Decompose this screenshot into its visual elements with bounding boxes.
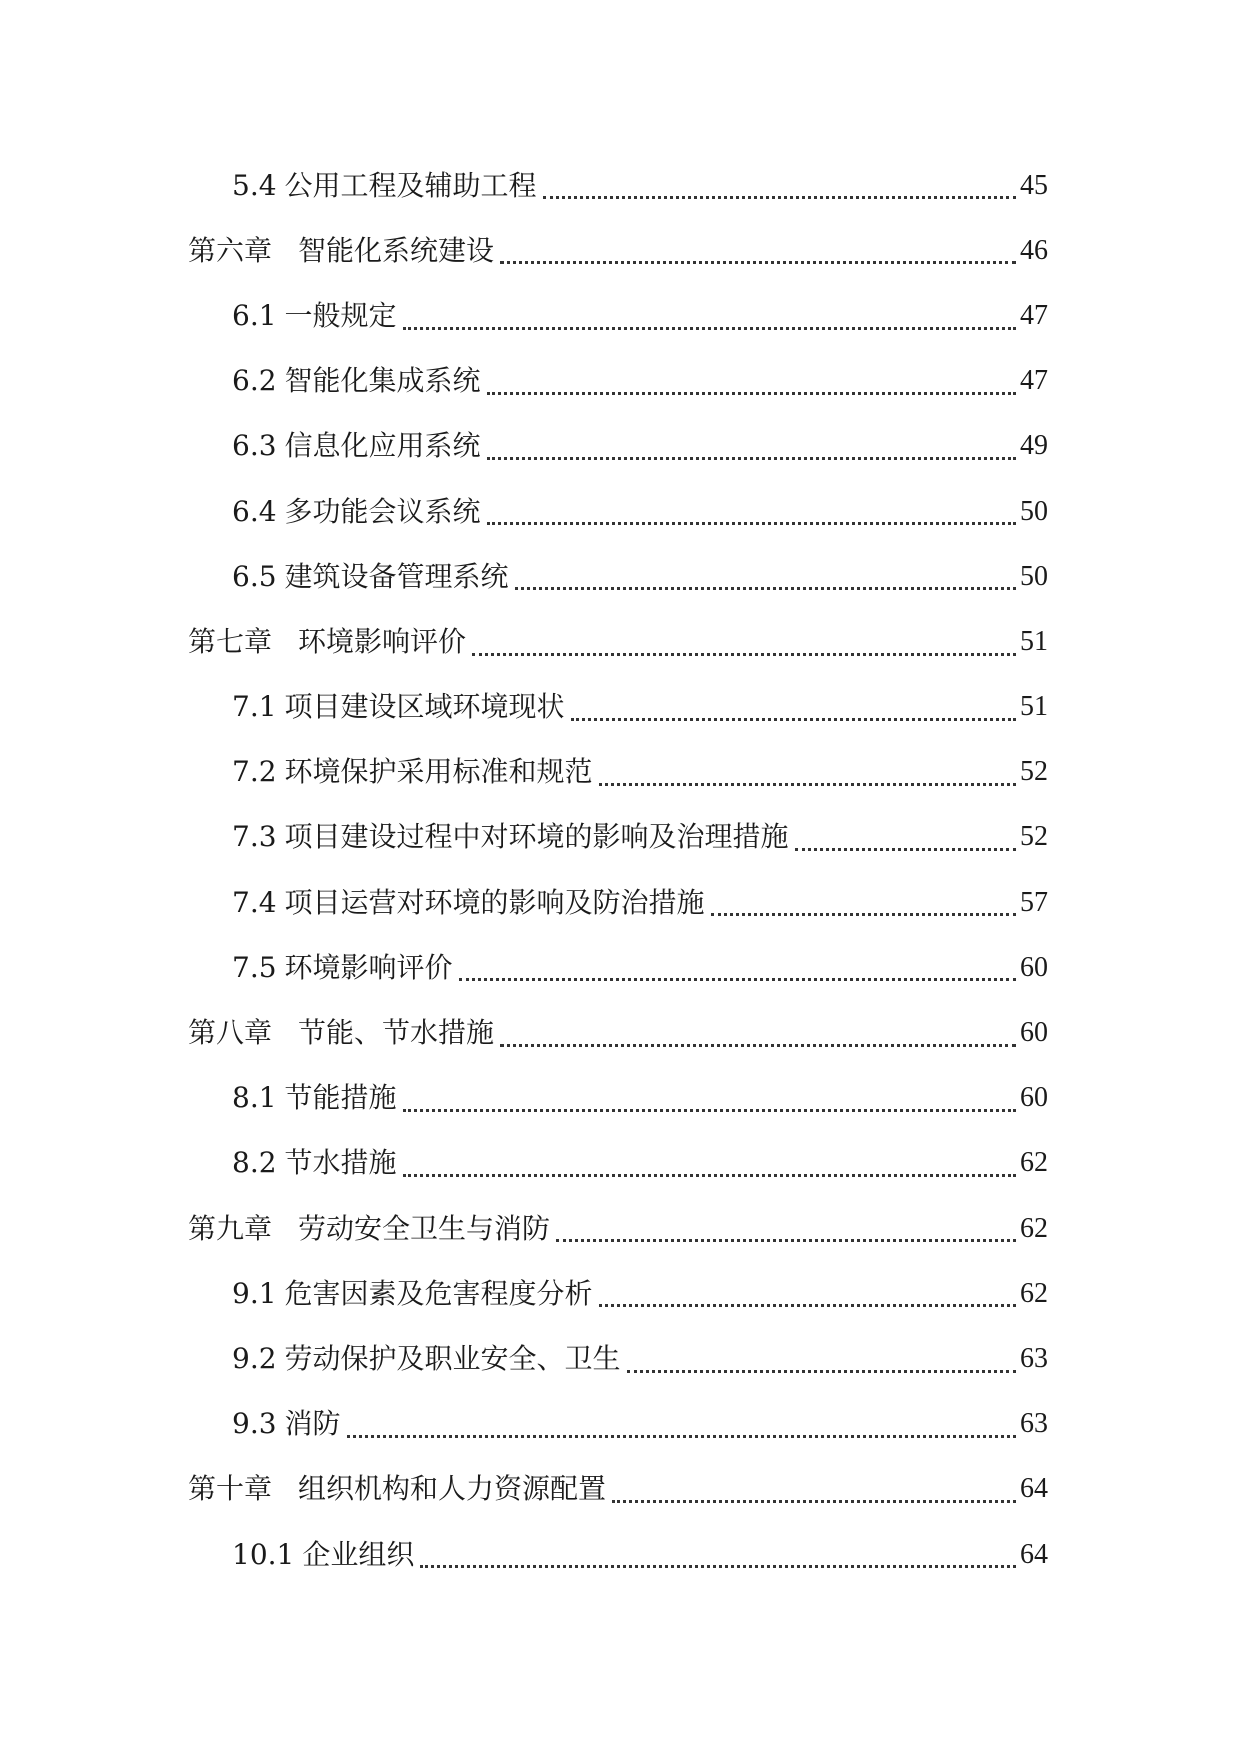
dot-leader [599,1304,1016,1307]
section-number: 6.1 [232,298,277,332]
section-title: 环境保护采用标准和规范 [284,755,593,789]
dot-leader [571,718,1016,721]
toc-entry[interactable] [188,414,1048,479]
toc-entry[interactable] [188,805,1048,870]
dot-leader [472,653,1016,656]
dot-leader [612,1500,1016,1503]
dot-leader [403,1109,1016,1112]
section-number: 7.5 [232,950,277,984]
page-number: 60 [1020,1082,1048,1114]
toc-entry[interactable] [188,283,1048,348]
section-number: 10.1 [232,1537,295,1571]
section-number: 6.5 [232,559,277,593]
section-number: 9.1 [232,1276,277,1310]
toc-entry[interactable] [188,609,1048,674]
section-title: 节水措施 [284,1146,397,1180]
page-number: 50 [1020,495,1048,527]
section-title: 智能化集成系统 [284,364,481,398]
section-number: 6.2 [232,364,277,398]
chapter-number: 第九章 [188,1211,273,1245]
page-number: 64 [1020,1538,1048,1570]
section-title: 环境影响评价 [284,950,453,984]
page-number: 64 [1020,1473,1048,1505]
toc-entry[interactable] [188,1066,1048,1131]
section-number: 8.1 [232,1081,277,1115]
toc-entry[interactable] [188,935,1048,1000]
page-number: 62 [1020,1212,1048,1244]
dot-leader [627,1370,1016,1373]
page-number: 45 [1020,169,1048,201]
dot-leader [403,1174,1016,1177]
toc-entry[interactable] [188,1000,1048,1065]
section-title: 项目运营对环境的影响及防治措施 [284,885,705,919]
page-number: 49 [1020,430,1048,462]
section-title: 企业组织 [302,1537,415,1571]
section-title: 项目建设过程中对环境的影响及治理措施 [284,820,789,854]
section-number: 7.4 [232,885,277,919]
toc-entry[interactable] [188,675,1048,740]
page-number: 57 [1020,886,1048,918]
page-number: 63 [1020,1342,1048,1374]
toc-entry[interactable] [188,349,1048,414]
dot-leader [403,327,1016,330]
dot-leader [487,522,1016,525]
page-number: 46 [1020,234,1048,266]
page-number: 62 [1020,1147,1048,1179]
section-title: 多功能会议系统 [284,494,481,528]
toc-entry[interactable] [188,870,1048,935]
toc-entry[interactable] [188,544,1048,609]
section-title: 节能措施 [284,1081,397,1115]
table-of-contents [188,153,1048,1587]
dot-leader [795,848,1016,851]
section-number: 8.2 [232,1146,277,1180]
toc-entry[interactable] [188,1522,1048,1587]
toc-entry[interactable] [188,1457,1048,1522]
chapter-number: 第十章 [188,1472,273,1506]
chapter-title: 节能、节水措施 [298,1016,495,1050]
toc-entry[interactable] [188,1326,1048,1391]
section-number: 7.3 [232,820,277,854]
section-title: 劳动保护及职业安全、卫生 [284,1341,621,1375]
dot-leader [556,1239,1016,1242]
page-number: 51 [1020,625,1048,657]
section-title: 消防 [284,1407,341,1441]
toc-entry[interactable] [188,1392,1048,1457]
chapter-title: 环境影响评价 [298,624,467,658]
chapter-title: 智能化系统建设 [298,233,495,267]
section-title: 项目建设区域环境现状 [284,690,565,724]
dot-leader [487,392,1016,395]
chapter-title: 组织机构和人力资源配置 [298,1472,607,1506]
page-number: 52 [1020,756,1048,788]
toc-entry[interactable] [188,1261,1048,1326]
page-number: 47 [1020,365,1048,397]
dot-leader [543,196,1016,199]
page-number: 60 [1020,1017,1048,1049]
page-number: 60 [1020,951,1048,983]
dot-leader [500,261,1016,264]
section-number: 5.4 [232,168,277,202]
dot-leader [487,457,1016,460]
chapter-number: 第七章 [188,624,273,658]
toc-entry[interactable] [188,1131,1048,1196]
toc-entry[interactable] [188,153,1048,218]
toc-entry[interactable] [188,1196,1048,1261]
chapter-title: 劳动安全卫生与消防 [298,1211,551,1245]
section-title: 公用工程及辅助工程 [284,168,537,202]
section-number: 7.2 [232,755,277,789]
toc-entry[interactable] [188,218,1048,283]
dot-leader [711,913,1016,916]
section-number: 6.4 [232,494,277,528]
chapter-number: 第六章 [188,233,273,267]
section-title: 信息化应用系统 [284,429,481,463]
dot-leader [500,1044,1016,1047]
dot-leader [459,978,1016,981]
page-number: 50 [1020,560,1048,592]
section-number: 7.1 [232,690,277,724]
page-number: 52 [1020,821,1048,853]
section-number: 9.3 [232,1407,277,1441]
page-number: 47 [1020,299,1048,331]
dot-leader [599,783,1016,786]
dot-leader [515,587,1016,590]
toc-entry[interactable] [188,740,1048,805]
page-number: 63 [1020,1408,1048,1440]
page-number: 51 [1020,691,1048,723]
section-number: 6.3 [232,429,277,463]
chapter-number: 第八章 [188,1016,273,1050]
dot-leader [420,1565,1016,1568]
dot-leader [347,1435,1016,1438]
section-title: 危害因素及危害程度分析 [284,1276,593,1310]
section-title: 一般规定 [284,298,397,332]
toc-entry[interactable] [188,479,1048,544]
section-title: 建筑设备管理系统 [284,559,509,593]
section-number: 9.2 [232,1341,277,1375]
page-number: 62 [1020,1277,1048,1309]
